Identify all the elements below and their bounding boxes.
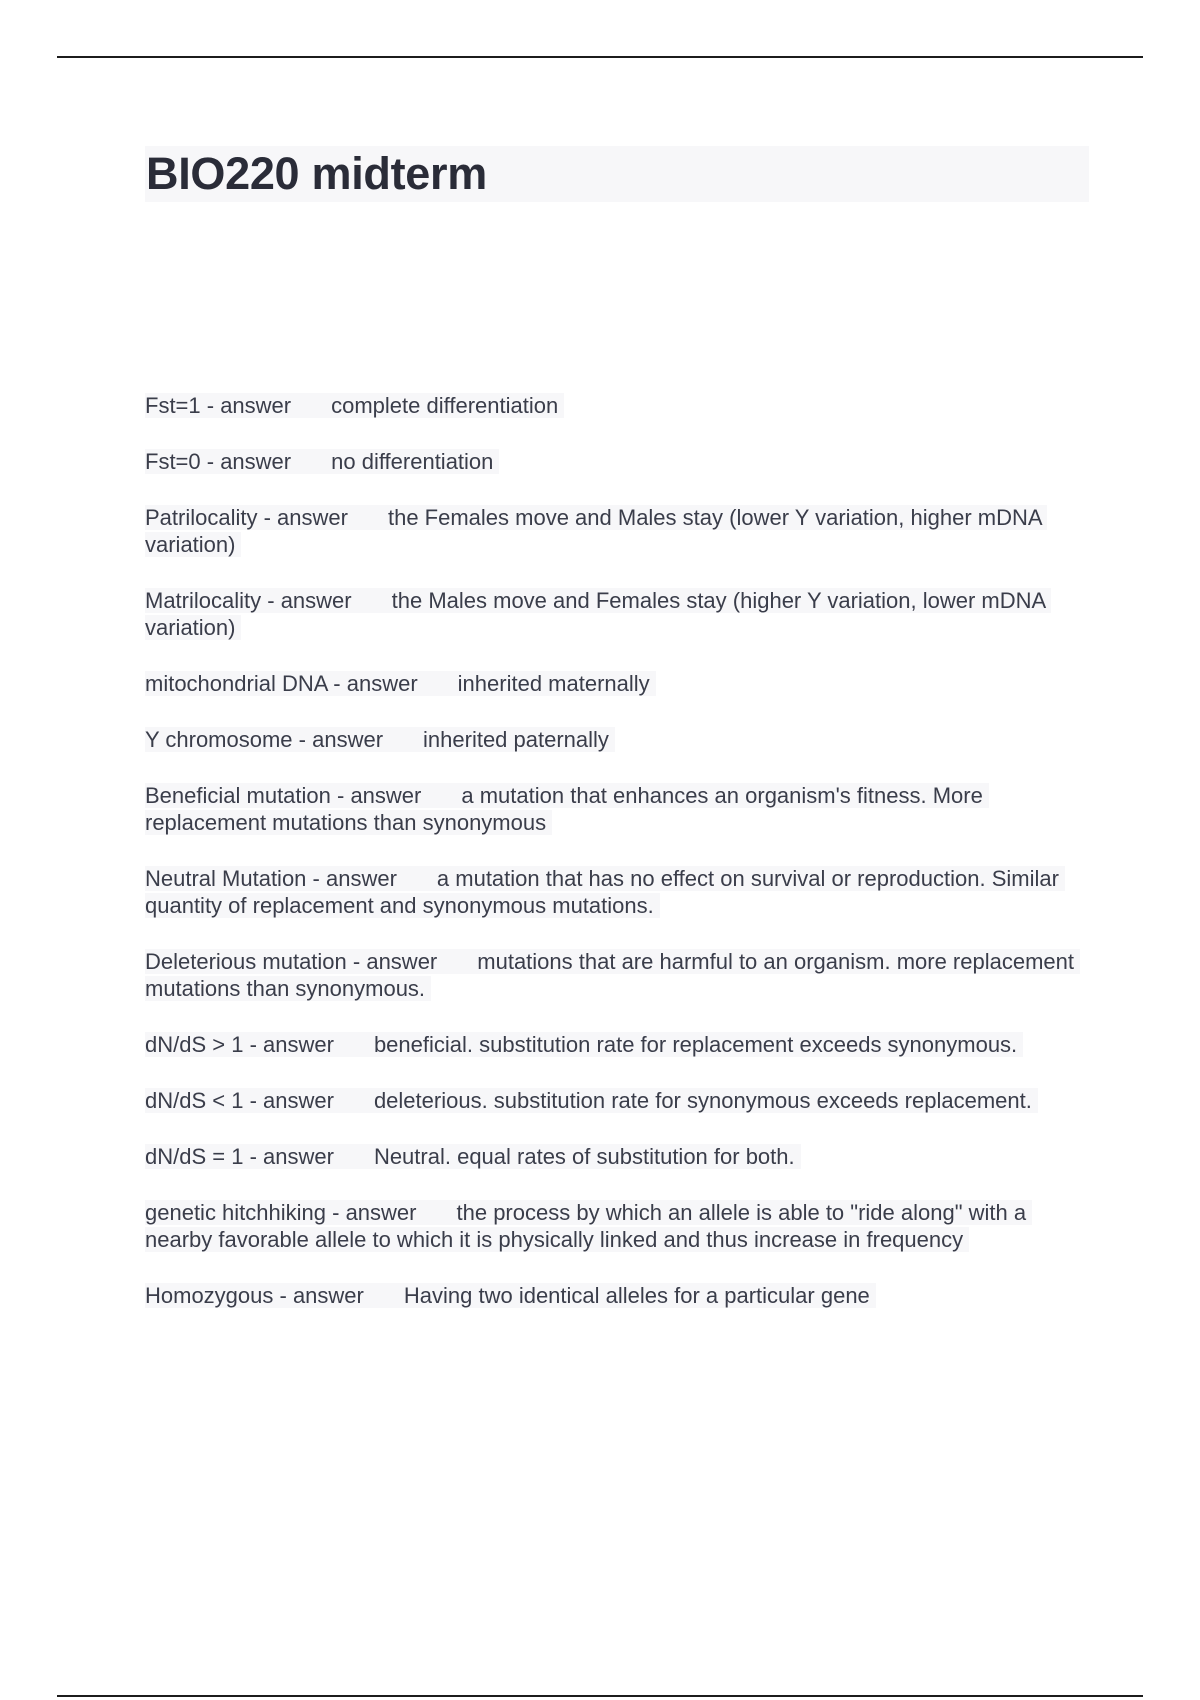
document-title: BIO220 midterm [146,148,487,199]
flashcard [145,448,1085,475]
card-term: dN/dS > 1 [145,1032,244,1057]
flashcard [145,948,1085,1002]
card-definition: complete differentiation [331,393,559,418]
flashcard [145,782,1085,836]
card-definition: inherited paternally [423,727,609,752]
bottom-rule [57,1695,1143,1697]
card-separator: - answer [200,449,292,474]
flashcard [145,1199,1085,1253]
card-term: dN/dS < 1 [145,1088,244,1113]
card-separator: - answer [292,727,384,752]
card-term: Y chromosome [145,727,293,752]
card-separator: - answer [330,783,422,808]
flashcard [145,1143,1085,1170]
card-definition: deleterious. substitution rate for synonymous exceeds replacement. [373,1088,1032,1113]
top-rule [57,56,1143,58]
card-definition: beneficial. substitution rate for replacement exceeds synonymous. [373,1032,1018,1057]
card-separator: - answer [257,505,348,530]
card-definition: the process by which an allele is able to "ride along" with a nearby favorable allele to which it is physically linked and thus increase in frequency [145,1200,1027,1252]
card-term: Beneficial mutation [145,783,331,808]
card-separator: - answer [326,1200,417,1225]
flashcard [145,1087,1085,1114]
flashcard [145,670,1085,697]
card-term: Patrilocality [145,505,258,530]
card-term: Deleterious mutation [145,949,347,974]
card-separator: - answer [327,671,418,696]
card-separator: - answer [243,1088,334,1113]
card-definition: the Males move and Females stay (higher Y variation, lower mDNA variation) [145,588,1045,640]
card-definition: the Females move and Males stay (lower Y variation, higher mDNA variation) [145,505,1042,557]
card-definition: no differentiation [331,449,494,474]
card-term: mitochondrial DNA [145,671,328,696]
card-term: Neutral Mutation [145,866,307,891]
card-term: dN/dS = 1 [145,1144,244,1169]
card-definition: Having two identical alleles for a particular gene [403,1283,870,1308]
card-term: Matrilocality [145,588,262,613]
flashcard [145,865,1085,919]
flashcard [145,726,1085,753]
card-definition: mutations that are harmful to an organism. more replacement mutations than synonymous. [145,949,1074,1001]
card-separator: - answer [243,1144,334,1169]
flashcard [145,1031,1085,1058]
card-separator: - answer [273,1283,364,1308]
flashcard [145,587,1085,641]
card-separator: - answer [261,588,352,613]
card-term: genetic hitchhiking [145,1200,327,1225]
flashcard-list [145,392,1085,1338]
card-separator: - answer [243,1032,334,1057]
card-term: Fst=1 [145,393,201,418]
card-definition: Neutral. equal rates of substitution for both. [373,1144,795,1169]
card-definition: inherited maternally [457,671,650,696]
flashcard [145,1282,1085,1309]
card-separator: - answer [346,949,438,974]
card-separator: - answer [200,393,292,418]
card-term: Fst=0 [145,449,201,474]
flashcard [145,504,1085,558]
card-separator: - answer [306,866,397,891]
card-definition: a mutation that has no effect on survival or reproduction. Similar quantity of replacement and synonymous mutations. [145,866,1059,918]
flashcard [145,392,1085,419]
card-term: Homozygous [145,1283,274,1308]
card-definition: a mutation that enhances an organism's fitness. More replacement mutations than synonymous [145,783,983,835]
